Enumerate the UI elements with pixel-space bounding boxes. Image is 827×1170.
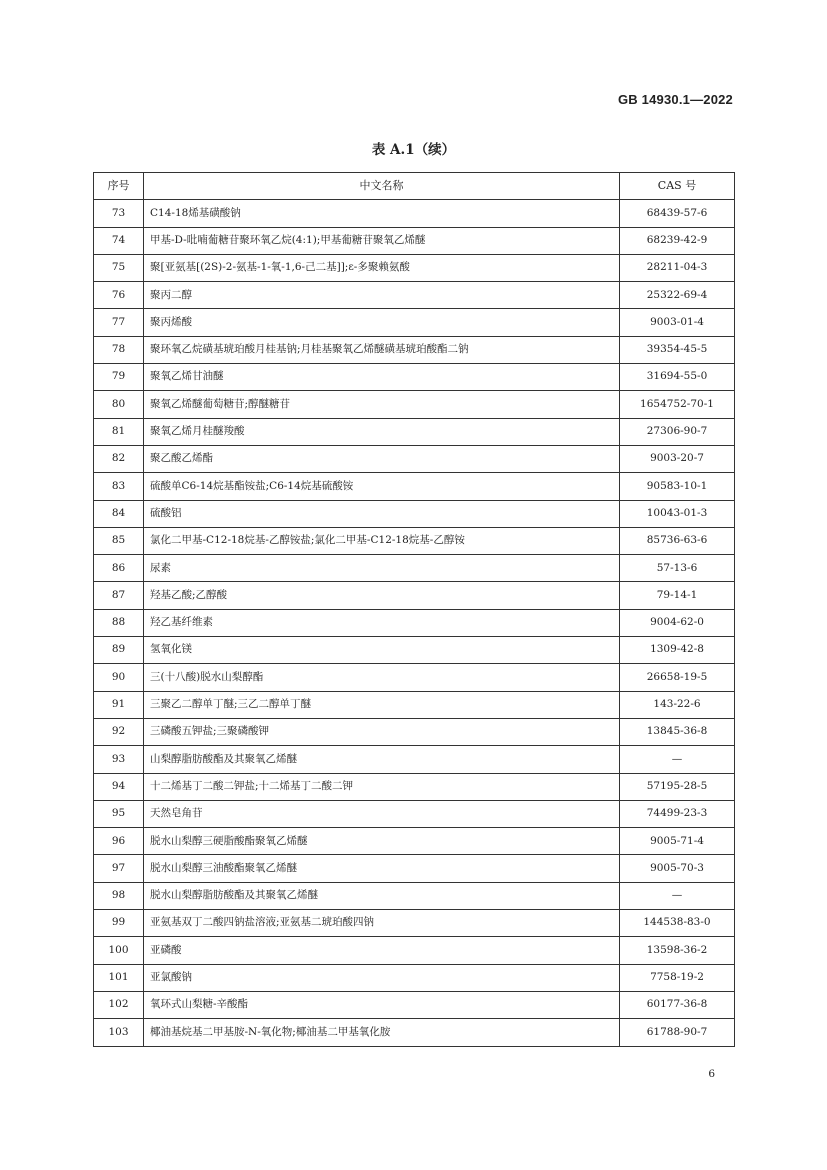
substance-name: 三磷酸五钾盐;三聚磷酸钾 <box>144 718 620 745</box>
substance-name: 聚氧乙烯醚葡萄糖苷;醇醚糖苷 <box>144 391 620 418</box>
table-row <box>94 855 735 882</box>
substance-name: 尿素 <box>144 555 620 582</box>
row-number: 92 <box>94 718 144 745</box>
table-row <box>94 773 735 800</box>
table-row <box>94 609 735 636</box>
substance-name: 聚乙酸乙烯酯 <box>144 445 620 472</box>
table-row <box>94 637 735 664</box>
table-row <box>94 582 735 609</box>
row-number: 80 <box>94 391 144 418</box>
row-number: 81 <box>94 418 144 445</box>
table-row <box>94 418 735 445</box>
cas-number: 60177-36-8 <box>620 991 735 1018</box>
cas-number: 31694-55-0 <box>620 364 735 391</box>
table-row <box>94 937 735 964</box>
substance-name: C14-18烯基磺酸钠 <box>144 200 620 227</box>
table-row <box>94 882 735 909</box>
substance-name: 天然皂角苷 <box>144 800 620 827</box>
table-row <box>94 828 735 855</box>
row-number: 98 <box>94 882 144 909</box>
substance-name: 十二烯基丁二酸二钾盐;十二烯基丁二酸二钾 <box>144 773 620 800</box>
row-number: 84 <box>94 500 144 527</box>
cas-number: 57195-28-5 <box>620 773 735 800</box>
substance-name: 羟乙基纤维素 <box>144 609 620 636</box>
substance-name: 山梨醇脂肪酸酯及其聚氧乙烯醚 <box>144 746 620 773</box>
substance-name: 脱水山梨醇脂肪酸酯及其聚氧乙烯醚 <box>144 882 620 909</box>
substance-name: 亚磷酸 <box>144 937 620 964</box>
standard-code: GB 14930.1—2022 <box>617 92 733 107</box>
cas-number: 26658-19-5 <box>620 664 735 691</box>
table-row <box>94 664 735 691</box>
cas-number: 68239-42-9 <box>620 227 735 254</box>
table-row <box>94 800 735 827</box>
row-number: 79 <box>94 364 144 391</box>
row-number: 97 <box>94 855 144 882</box>
row-number: 78 <box>94 336 144 363</box>
table-row <box>94 555 735 582</box>
substance-name: 氧环式山梨糖-辛酸酯 <box>144 991 620 1018</box>
row-number: 101 <box>94 964 144 991</box>
substance-name: 聚丙烯酸 <box>144 309 620 336</box>
cas-number: 1654752-70-1 <box>620 391 735 418</box>
row-number: 93 <box>94 746 144 773</box>
row-number: 90 <box>94 664 144 691</box>
table-row <box>94 910 735 937</box>
table-row <box>94 500 735 527</box>
table-row <box>94 473 735 500</box>
cas-number: 28211-04-3 <box>620 254 735 281</box>
cas-number: — <box>620 746 735 773</box>
substance-name: 三(十八酸)脱水山梨醇酯 <box>144 664 620 691</box>
substance-name: 硫酸铝 <box>144 500 620 527</box>
table-row <box>94 718 735 745</box>
row-number: 95 <box>94 800 144 827</box>
row-number: 102 <box>94 991 144 1018</box>
page-number: 6 <box>708 1068 715 1080</box>
substance-name: 羟基乙酸;乙醇酸 <box>144 582 620 609</box>
row-number: 83 <box>94 473 144 500</box>
table-row <box>94 964 735 991</box>
substance-name: 氯化二甲基-C12-18烷基-乙醇铵盐;氯化二甲基-C12-18烷基-乙醇铵 <box>144 527 620 554</box>
cas-number: 144538-83-0 <box>620 910 735 937</box>
row-number: 99 <box>94 910 144 937</box>
table-row <box>94 227 735 254</box>
row-number: 94 <box>94 773 144 800</box>
table-row <box>94 527 735 554</box>
row-number: 75 <box>94 254 144 281</box>
row-number: 73 <box>94 200 144 227</box>
row-number: 86 <box>94 555 144 582</box>
table-row <box>94 445 735 472</box>
column-header-name: 中文名称 <box>144 173 620 200</box>
table-row <box>94 691 735 718</box>
substance-name: 脱水山梨醇三硬脂酸酯聚氧乙烯醚 <box>144 828 620 855</box>
row-number: 88 <box>94 609 144 636</box>
row-number: 89 <box>94 637 144 664</box>
substance-name: 聚环氧乙烷磺基琥珀酸月桂基钠;月桂基聚氧乙烯醚磺基琥珀酸酯二钠 <box>144 336 620 363</box>
substance-name: 氢氧化镁 <box>144 637 620 664</box>
table-row <box>94 282 735 309</box>
substance-name: 聚氧乙烯甘油醚 <box>144 364 620 391</box>
cas-number: 143-22-6 <box>620 691 735 718</box>
cas-number: 25322-69-4 <box>620 282 735 309</box>
substance-name: 聚丙二醇 <box>144 282 620 309</box>
row-number: 85 <box>94 527 144 554</box>
cas-number: 9003-20-7 <box>620 445 735 472</box>
table-row <box>94 254 735 281</box>
cas-number: 10043-01-3 <box>620 500 735 527</box>
substance-name: 椰油基烷基二甲基胺-N-氧化物;椰油基二甲基氧化胺 <box>144 1019 620 1046</box>
row-number: 77 <box>94 309 144 336</box>
substance-name: 亚氨基双丁二酸四钠盐溶液;亚氨基二琥珀酸四钠 <box>144 910 620 937</box>
cas-number: 9005-70-3 <box>620 855 735 882</box>
table-row <box>94 309 735 336</box>
column-header-no: 序号 <box>94 173 144 200</box>
cas-number: 74499-23-3 <box>620 800 735 827</box>
cas-number: 27306-90-7 <box>620 418 735 445</box>
table-row <box>94 336 735 363</box>
substance-name: 三聚乙二醇单丁醚;三乙二醇单丁醚 <box>144 691 620 718</box>
cas-number: 9003-01-4 <box>620 309 735 336</box>
row-number: 82 <box>94 445 144 472</box>
table-row <box>94 364 735 391</box>
row-number: 74 <box>94 227 144 254</box>
cas-number: 57-13-6 <box>620 555 735 582</box>
table-row <box>94 391 735 418</box>
cas-number: 39354-45-5 <box>620 336 735 363</box>
substance-name: 脱水山梨醇三油酸酯聚氧乙烯醚 <box>144 855 620 882</box>
row-number: 100 <box>94 937 144 964</box>
table-title: 表 A.1（续） <box>371 142 456 158</box>
cas-number: 1309-42-8 <box>620 637 735 664</box>
cas-number: 85736-63-6 <box>620 527 735 554</box>
cas-number: 13845-36-8 <box>620 718 735 745</box>
cas-number: 68439-57-6 <box>620 200 735 227</box>
row-number: 76 <box>94 282 144 309</box>
substance-name: 甲基-D-吡喃葡糖苷聚环氧乙烷(4:1);甲基葡糖苷聚氧乙烯醚 <box>144 227 620 254</box>
cas-number: 9004-62-0 <box>620 609 735 636</box>
row-number: 96 <box>94 828 144 855</box>
row-number: 87 <box>94 582 144 609</box>
substance-table <box>93 172 735 1047</box>
column-header-cas: CAS 号 <box>620 173 735 200</box>
table-header-row <box>94 173 735 200</box>
cas-number: 79-14-1 <box>620 582 735 609</box>
substance-name: 亚氯酸钠 <box>144 964 620 991</box>
row-number: 91 <box>94 691 144 718</box>
cas-number: 7758-19-2 <box>620 964 735 991</box>
cas-number: — <box>620 882 735 909</box>
cas-number: 13598-36-2 <box>620 937 735 964</box>
cas-number: 9005-71-4 <box>620 828 735 855</box>
table-row <box>94 200 735 227</box>
cas-number: 61788-90-7 <box>620 1019 735 1046</box>
table-row <box>94 991 735 1018</box>
table-row <box>94 1019 735 1046</box>
table-row <box>94 746 735 773</box>
substance-name: 聚氧乙烯月桂醚羧酸 <box>144 418 620 445</box>
substance-name: 聚[亚氨基[(2S)-2-氨基-1-氧-1,6-己二基]];ε-多聚赖氨酸 <box>144 254 620 281</box>
substance-name: 硫酸单C6-14烷基酯铵盐;C6-14烷基硫酸铵 <box>144 473 620 500</box>
row-number: 103 <box>94 1019 144 1046</box>
cas-number: 90583-10-1 <box>620 473 735 500</box>
